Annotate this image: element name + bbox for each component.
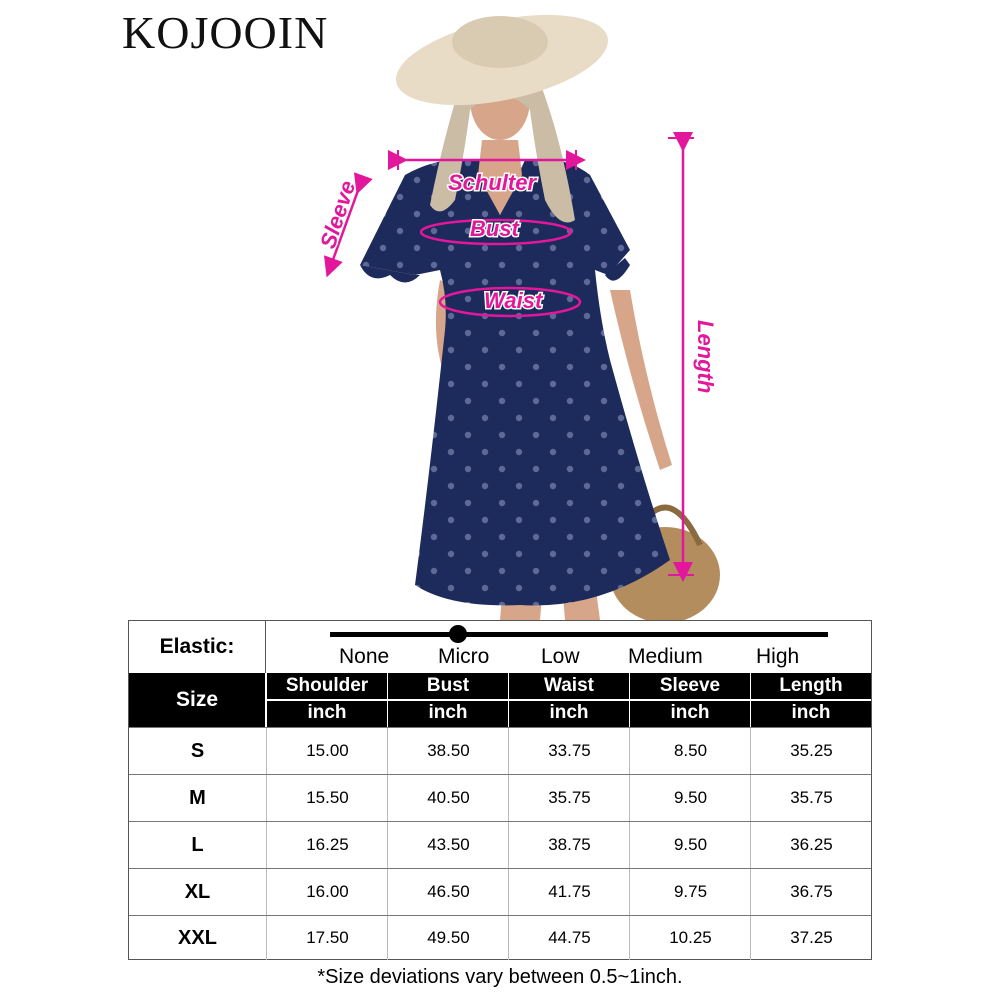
table-row xyxy=(129,821,871,868)
schulter-label: Schulter xyxy=(448,170,537,195)
length-cell: 35.25 xyxy=(750,728,872,774)
size-deviation-note: *Size deviations vary between 0.5~1inch. xyxy=(317,966,683,988)
size-cell: XXL xyxy=(129,916,267,960)
bust-cell: 46.50 xyxy=(387,869,509,915)
elastic-option-high: High xyxy=(756,645,800,668)
sleeve-column-header xyxy=(629,673,750,727)
waist-column-header xyxy=(508,673,629,727)
column-unit: inch xyxy=(307,702,347,723)
sleeve-cell: 8.50 xyxy=(629,728,751,774)
column-name: Sleeve xyxy=(659,675,721,696)
length-cell: 36.25 xyxy=(750,822,872,868)
elastic-label: Elastic: xyxy=(129,621,266,673)
column-unit: inch xyxy=(791,702,831,723)
shoulder-cell: 16.00 xyxy=(266,869,388,915)
waist-cell: 44.75 xyxy=(508,916,630,960)
shoulder-cell: 17.50 xyxy=(266,916,388,960)
length-cell: 35.75 xyxy=(750,775,872,821)
table-row xyxy=(129,868,871,915)
brand-logo: KOJOOIN xyxy=(122,7,329,58)
waist-label: Waist xyxy=(484,288,543,313)
bust-cell: 49.50 xyxy=(387,916,509,960)
waist-cell: 33.75 xyxy=(508,728,630,774)
sleeve-cell: 9.50 xyxy=(629,822,751,868)
sleeve-label: Sleeve xyxy=(314,177,361,252)
shoulder-column-header xyxy=(266,673,387,727)
column-unit: inch xyxy=(670,702,710,723)
table-row xyxy=(129,915,871,959)
length-cell: 37.25 xyxy=(750,916,872,960)
column-unit: inch xyxy=(428,702,468,723)
length-cell: 36.75 xyxy=(750,869,872,915)
sleeve-cell: 9.75 xyxy=(629,869,751,915)
column-name: Shoulder xyxy=(285,675,369,696)
column-name: Bust xyxy=(426,675,470,696)
waist-cell: 38.75 xyxy=(508,822,630,868)
bust-cell: 38.50 xyxy=(387,728,509,774)
length-column-header xyxy=(750,673,871,727)
bust-label: Bust xyxy=(470,216,519,241)
waist-cell: 35.75 xyxy=(508,775,630,821)
sleeve-cell: 10.25 xyxy=(629,916,751,960)
bust-cell: 43.50 xyxy=(387,822,509,868)
size-cell: L xyxy=(129,822,267,868)
elastic-option-micro: Micro xyxy=(438,645,490,668)
elastic-scale xyxy=(266,621,871,673)
shoulder-cell: 15.00 xyxy=(266,728,388,774)
length-label: Length xyxy=(693,320,718,394)
column-unit: inch xyxy=(549,702,589,723)
size-chart xyxy=(128,620,872,960)
size-column-header: Size xyxy=(129,673,266,727)
elastic-option-low: Low xyxy=(541,645,580,668)
column-name: Waist xyxy=(544,675,594,696)
elastic-selected-marker xyxy=(449,625,467,643)
shoulder-cell: 15.50 xyxy=(266,775,388,821)
size-cell: XL xyxy=(129,869,267,915)
size-cell: S xyxy=(129,728,267,774)
elastic-scale-bar xyxy=(330,632,828,637)
table-row xyxy=(129,727,871,774)
shoulder-cell: 16.25 xyxy=(266,822,388,868)
waist-cell: 41.75 xyxy=(508,869,630,915)
bust-column-header xyxy=(387,673,508,727)
table-row xyxy=(129,774,871,821)
column-name: Length xyxy=(779,675,843,696)
size-cell: M xyxy=(129,775,267,821)
bust-cell: 40.50 xyxy=(387,775,509,821)
elastic-option-none: None xyxy=(339,645,390,668)
elastic-option-medium: Medium xyxy=(628,645,703,668)
sleeve-cell: 9.50 xyxy=(629,775,751,821)
